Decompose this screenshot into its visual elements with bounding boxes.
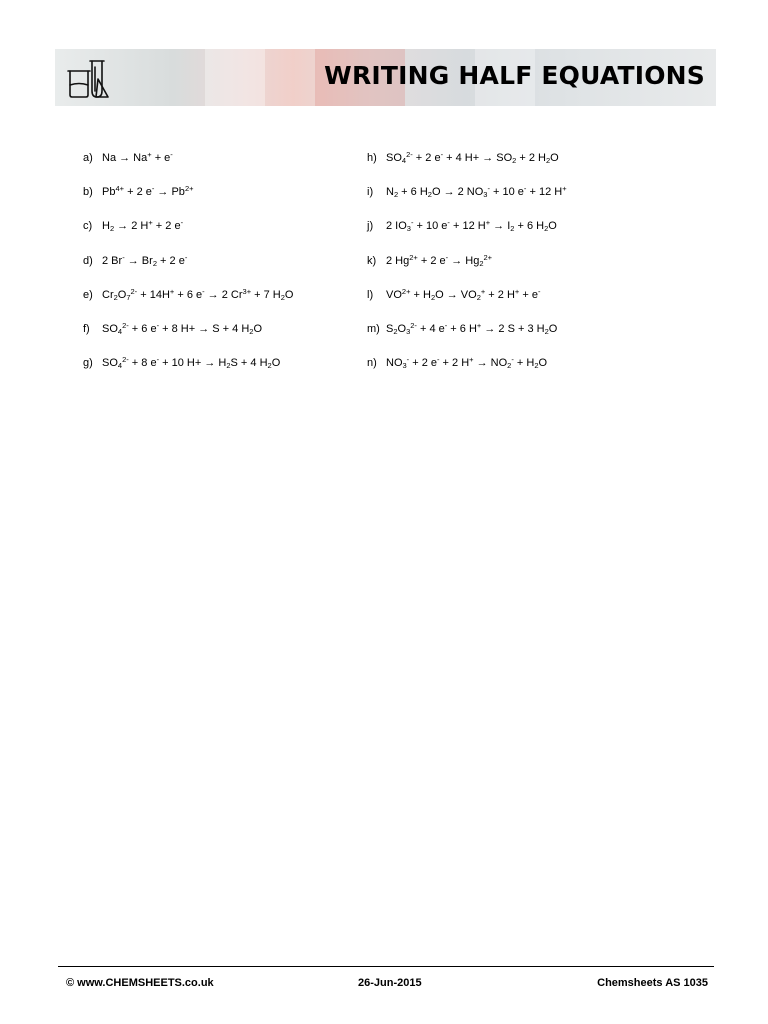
equation-label: e) <box>83 288 93 301</box>
equation-text: $Cr_2O_7^{2-} + 14H^+ + 6$ e- → 2 $Cr^{3+} + 7$ $H_2O$ <box>102 286 294 302</box>
equation-label: d) <box>83 254 93 267</box>
equation-item <box>367 355 567 389</box>
equation-item <box>83 150 293 184</box>
equation-label: b) <box>83 186 93 199</box>
equation-item <box>367 253 567 287</box>
equation-item <box>367 287 567 321</box>
equation-item <box>83 218 293 252</box>
header-banner <box>55 49 716 106</box>
equation-text: $H_2 \to 2$ H+ + 2 e- <box>102 218 184 234</box>
equation-item <box>367 218 567 252</box>
equation-text: 2 $IO_3^- + 10$ e- + 12 $H^+ \to I_2 + 6$ $H_2O$ <box>386 218 557 234</box>
footer-date: 26-Jun-2015 <box>358 977 422 989</box>
equation-item <box>367 184 567 218</box>
footer-sheet-id: Chemsheets AS 1035 <box>597 977 708 989</box>
equation-item <box>83 321 293 355</box>
equation-label: i) <box>367 186 374 199</box>
equation-text: 2 $Hg^{2+} + 2$ $e^- \to Hg_2^{2+}$ <box>386 252 493 268</box>
equation-text: $Pb^{4+} + 2$ $e^- \to Pb^{2+}$ <box>102 184 194 199</box>
equation-item <box>83 287 293 321</box>
equation-label: m) <box>367 322 380 335</box>
footer-copyright: © www.CHEMSHEETS.co.uk <box>66 977 214 989</box>
equation-text: 2 $Br^- \to Br_2 + 2$ e- <box>102 252 188 268</box>
equation-text: $S_2O_3^{2-} + 4$ e- + 6 H+ → 2 S + 3 $H_2O$ <box>386 320 558 336</box>
equation-column-right <box>367 150 567 389</box>
equation-item <box>83 355 293 389</box>
page-title: WRITING HALF EQUATIONS <box>324 61 705 90</box>
equation-label: n) <box>367 357 377 370</box>
equation-item <box>83 253 293 287</box>
equation-text: $SO_4^{2-} + 2$ e- + 4 $H+ \to SO_2 + 2$ $H_2O$ <box>386 150 559 165</box>
equation-text: Na → Na+ + e- <box>102 150 173 164</box>
equation-column-left <box>83 150 293 389</box>
banner-glare <box>205 49 265 106</box>
equation-text: $SO_4^{2-} + 6$ e- + 8 H+ → S + 4 $H_2O$ <box>102 320 262 336</box>
equation-text: $N_2 + 6$ $H_2O \to 2$ $NO_3^- + 10$ e- + 12 H+ <box>386 184 567 200</box>
lab-glassware-icon <box>65 57 111 101</box>
equation-text: $NO_3^- + 2$ e- + 2 $H^+ \to NO_2^- + H_2O$ <box>386 355 548 371</box>
equation-item <box>83 184 293 218</box>
equation-label: j) <box>367 220 374 233</box>
equation-label: g) <box>83 357 93 370</box>
equation-text: $VO^{2+} + H_2O \to VO_2^+ + 2$ H+ + e- <box>386 286 541 302</box>
equation-text: $SO_4^{2-} + 8$ e- + 10 $H+ \to H_2S + 4$ $H_2O$ <box>102 355 281 371</box>
equation-label: l) <box>367 288 374 301</box>
equation-label: a) <box>83 152 93 164</box>
equation-item <box>367 321 567 355</box>
equation-label: k) <box>367 254 377 267</box>
equation-label: f) <box>83 322 90 335</box>
equation-label: h) <box>367 152 377 164</box>
equation-label: c) <box>83 220 93 233</box>
equation-item <box>367 150 567 184</box>
footer-divider <box>58 966 714 967</box>
